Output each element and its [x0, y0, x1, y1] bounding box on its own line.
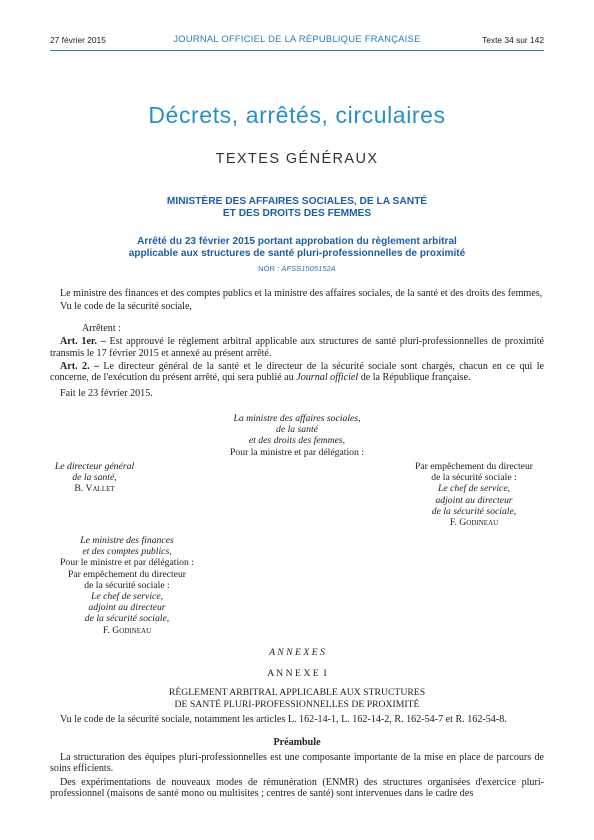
article-2: [50, 361, 544, 384]
header-rule: [50, 50, 544, 51]
sig-fin-name: F. Godineau: [102, 624, 152, 636]
preambule-heading: Préambule: [273, 737, 321, 749]
arrete-line-2: applicable aux structures de santé pluri-professionnelles de proximité: [128, 247, 466, 259]
sig-right-line-3: Le chef de service,: [437, 483, 511, 495]
ministry-heading: [0, 196, 594, 220]
reglement-title: [0, 687, 594, 710]
sig-right-line-1: Par empêchement du directeur: [414, 461, 534, 472]
annex-vu-paragraph: Vu le code de la sécurité sociale, notamment les articles L. 162-14-1, L. 162-14-2, R. 162-54-7 et R. 162-54-8.: [60, 714, 507, 725]
annexes-title: A N N E X E S: [269, 647, 325, 658]
sig-left-line-2: de la santé,: [72, 472, 117, 484]
sig-fin-line-6: Le chef de service,: [90, 591, 164, 603]
sig-fin-line-7: adjoint au directeur: [88, 602, 166, 614]
preambule-paragraph-2: Des expérimentations de nouveaux modes de rémunération (ENMR) des structures organisées d'exercice pluri-professionnel (maisons de santé mono ou multisites ; centres de santé) sont intervenues dans le cadre des: [50, 776, 544, 800]
article-2-label: Art. 2. –: [60, 361, 100, 373]
article-1: [50, 336, 544, 359]
sig-right-line-4: adjoint au directeur: [435, 494, 513, 506]
reglement-line-1: RÈGLEMENT ARBITRAL APPLICABLE AUX STRUCTURES: [168, 687, 426, 698]
sig-left-line-1: Le directeur général: [54, 461, 135, 472]
sig-fin-line-2: et des comptes publics,: [82, 546, 172, 558]
arrete-line-1: Arrêté du 23 février 2015 portant approbation du règlement arbitral: [137, 236, 457, 247]
reglement-line-2: DE SANTÉ PLURI-PROFESSIONNELLES DE PROXIMITÉ: [174, 698, 420, 710]
signature-directeur-sante: [42, 461, 147, 495]
article-2-text-b: de la République française.: [360, 372, 471, 384]
text-index: Texte 34 sur 142: [482, 35, 544, 45]
section-subtitle: TEXTES GÉNÉRAUX: [215, 151, 379, 167]
nor-label: NOR :: [258, 264, 280, 273]
ministry-line-1: MINISTÈRE DES AFFAIRES SOCIALES, DE LA SANTÉ: [166, 196, 428, 207]
publication-date: 27 février 2015: [50, 35, 106, 45]
sig-center-line-4: Pour la ministre et par délégation :: [230, 446, 364, 458]
article-1-text: Est approuvé le règlement arbitral applicable aux structures de santé pluri-professionnelles de proximité transmis le 17 février 2015 et annexé au présent arrêté.: [50, 336, 545, 359]
fait-line: Fait le 23 février 2015.: [60, 387, 153, 399]
sig-fin-line-5: de la sécurité sociale :: [84, 579, 170, 591]
arrete-title: [0, 236, 594, 259]
annexe-1-title: A N N E X E I: [267, 668, 327, 679]
sig-left-name: B. Vallet: [74, 483, 115, 495]
journal-name: JOURNAL OFFICIEL DE LA RÉPUBLIQUE FRANÇAISE: [173, 34, 421, 44]
intro-paragraph: Le ministre des finances et des comptes publics et la ministre des affaires sociales, de la santé et des droits des femmes,: [60, 288, 543, 299]
sig-fin-line-1: Le ministre des finances: [80, 535, 174, 546]
ministry-line-2: ET DES DROITS DES FEMMES: [222, 208, 372, 219]
nor-code: AFSS1505152A: [281, 264, 336, 273]
sig-center-line-1: La ministre des affaires sociales,: [233, 413, 361, 424]
decree-body: [50, 288, 544, 399]
page-header: [50, 35, 544, 49]
preambule-paragraph-1: La structuration des équipes pluri-professionnelles est une composante importante de la mise en place de parcours de soins efficients.: [50, 751, 544, 775]
vu-paragraph: Vu le code de la sécurité sociale,: [60, 301, 192, 313]
sig-right-line-2: de la sécurité sociale :: [431, 472, 517, 484]
article-2-text-a: Le directeur général de la santé et le directeur de la sécurité sociale sont chargés, chacun en ce qui le concerne, de l'exécution du présent arrêté, qui sera publié au: [50, 361, 544, 384]
article-1-label: Art. 1er. –: [60, 336, 106, 348]
sig-center-line-2: de la santé: [276, 424, 318, 436]
arretent-line: Arrêtent :: [82, 322, 121, 334]
signature-chef-service-right: [396, 461, 552, 528]
sig-right-name: F. Godineau: [449, 517, 499, 529]
sig-fin-line-3: Pour le ministre et par délégation :: [60, 557, 194, 569]
nor-reference: [0, 264, 594, 273]
annex-body: [50, 714, 544, 799]
sig-right-line-5: de la sécurité sociale,: [431, 505, 517, 517]
signature-ministre-finances: [42, 535, 212, 636]
signature-ministre-affaires-sociales: [160, 413, 434, 458]
sig-center-line-3: et des droits des femmes,: [248, 435, 346, 447]
section-title: Décrets, arrêtés, circulaires: [148, 102, 446, 128]
sig-fin-line-4: Par empêchement du directeur: [67, 568, 187, 580]
sig-fin-line-8: de la sécurité sociale,: [84, 613, 170, 625]
article-2-text-italic: Journal officiel: [296, 372, 359, 384]
